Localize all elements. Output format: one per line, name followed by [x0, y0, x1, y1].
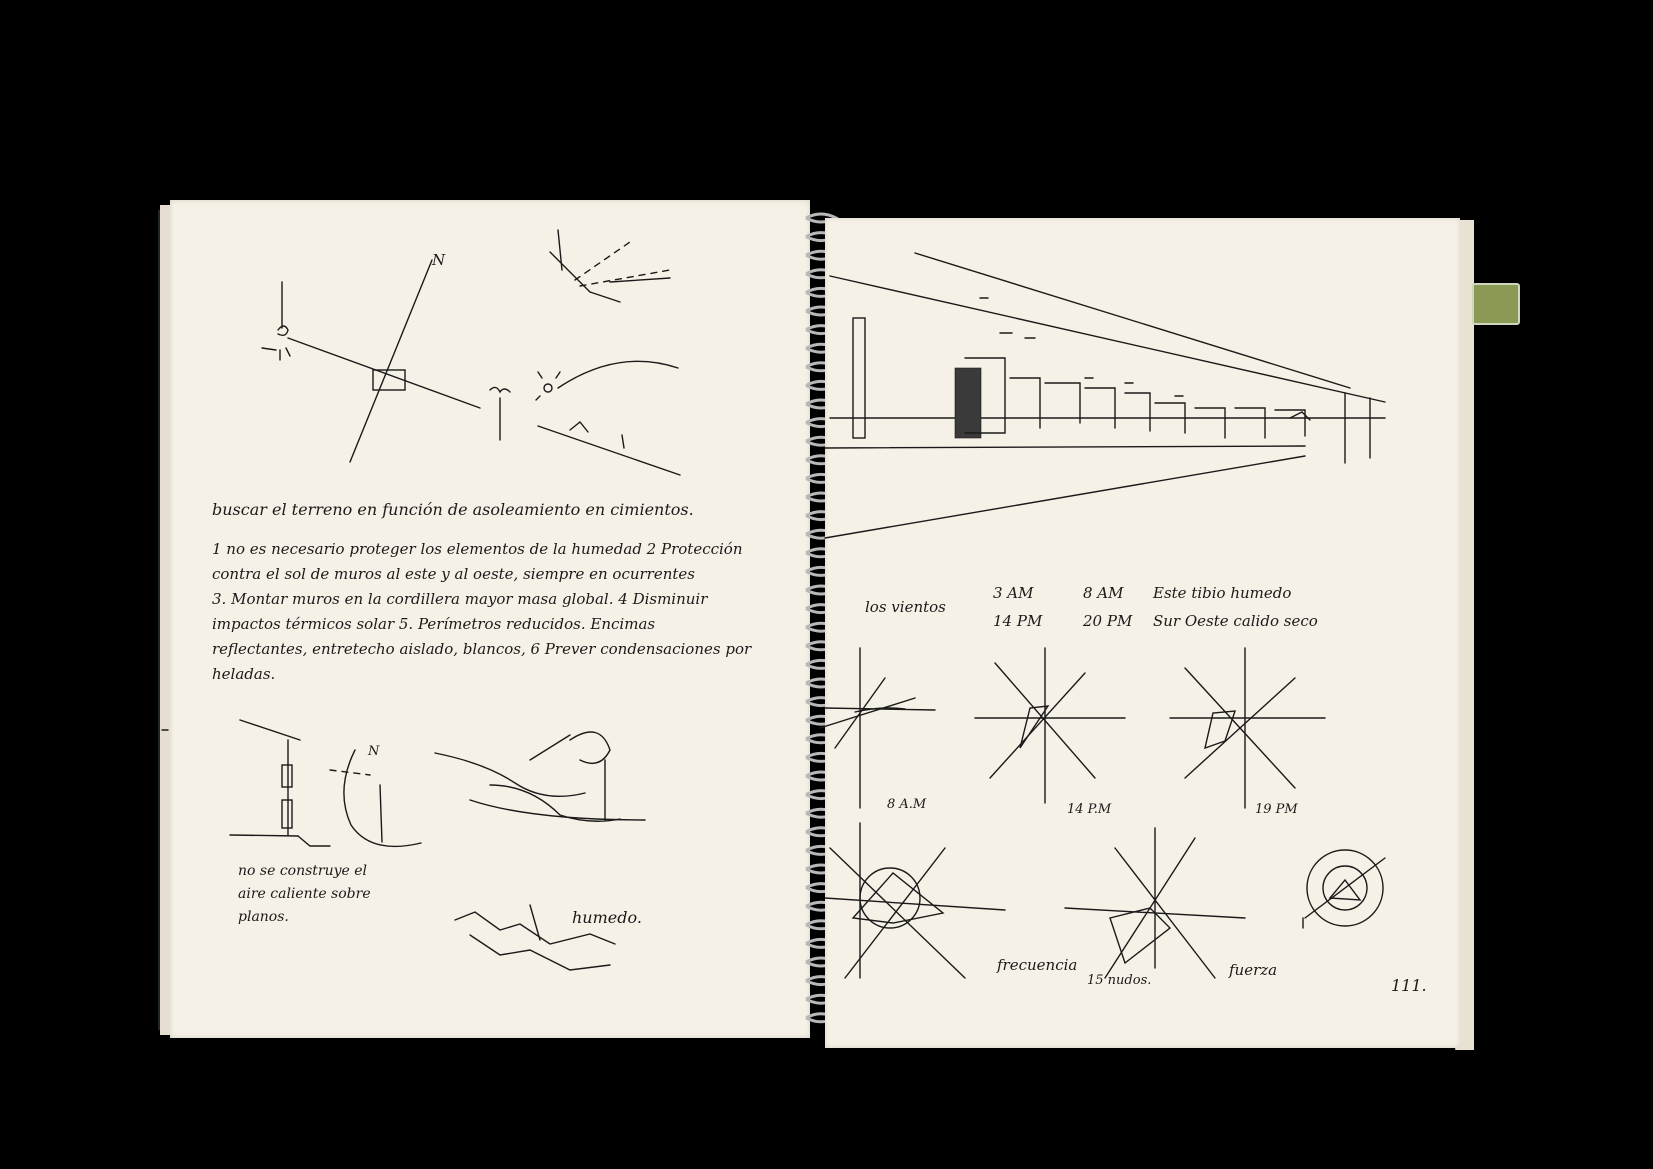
wind-rose-8am: [820, 648, 935, 808]
caption-bottom-left: no se construye el aire caliente sobre planos.: [238, 863, 371, 925]
wind-rose-19pm: [1170, 648, 1325, 808]
eaves-sketch: [550, 230, 670, 302]
caption-humedo: humedo.: [572, 908, 642, 927]
diagram-label-19pm: 19 PM: [1255, 802, 1298, 817]
force-label: fuerza: [1229, 961, 1278, 979]
left-page-paragraph: [212, 542, 751, 692]
wind-desc-1: Este tibio humedo: [1153, 584, 1292, 602]
wind-time-a-1: 3 AM: [993, 584, 1034, 602]
sun-north-label: N: [368, 744, 380, 759]
paragraph-line: heladas.: [212, 665, 276, 683]
left-page: [170, 200, 810, 1038]
paragraph-line: 3. Montar muros en la cordillera mayor masa global. 4 Disminuir: [212, 590, 708, 608]
paragraph-line: impactos térmicos solar 5. Perímetros reducidos. Encimas: [212, 615, 656, 633]
paragraph-line: 1 no es necesario proteger los elementos de la humedad 2 Protección: [212, 540, 743, 558]
right-page-sketches: [825, 218, 1460, 1048]
speed-label: 15 nudos.: [1087, 973, 1152, 988]
north-label: N: [432, 251, 446, 269]
right-page: [825, 218, 1460, 1048]
paragraph-line: reflectantes, entretecho aislado, blancos, 6 Prever condensaciones por: [212, 640, 752, 658]
diagram-label-8am: 8 A.M: [887, 797, 927, 812]
wind-time-a-2: 14 PM: [993, 612, 1043, 630]
section-curve-sketch: [230, 720, 421, 846]
wind-time-b-1: 8 AM: [1083, 584, 1124, 602]
paragraph-line: contra el sol de muros al este y al oeste, siempre en ocurrentes: [212, 565, 695, 583]
sun-angle-sketch: [262, 260, 480, 462]
wind-desc-2: Sur Oeste calido seco: [1153, 612, 1318, 630]
wind-time-b-2: 20 PM: [1083, 612, 1133, 630]
frequency-label: frecuencia: [997, 956, 1078, 974]
force-diagram: [1303, 850, 1385, 928]
left-page-heading: buscar el terreno en función de asoleamiento en cimientos.: [212, 500, 694, 519]
page-tab-marker: [1472, 283, 1520, 325]
speed-diagram: [1065, 828, 1245, 978]
winds-label: los vientos: [865, 598, 946, 616]
diagram-label-14pm: 14 P.M: [1067, 802, 1112, 817]
terrain-contour-sketch: [435, 732, 645, 821]
frequency-diagram: [825, 823, 1005, 978]
street-perspective-sketch: [825, 253, 1385, 538]
page-number: 111.: [1391, 976, 1427, 995]
tree-sun-sketch: [490, 361, 680, 475]
wind-rose-14pm: [975, 648, 1125, 803]
